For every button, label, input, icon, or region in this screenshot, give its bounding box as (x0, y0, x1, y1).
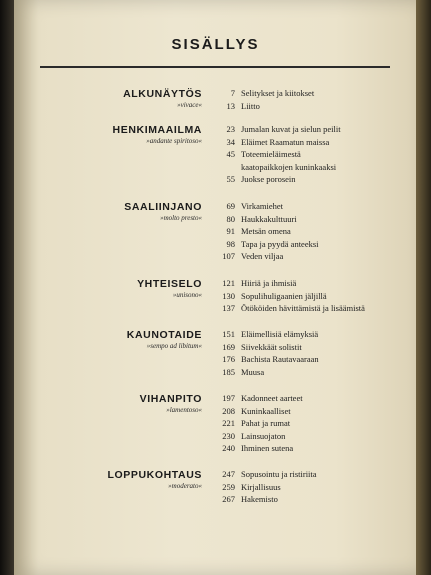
entry-page-number: 45 (226, 149, 235, 160)
entry-title: Veden viljaa (241, 251, 284, 262)
toc-entry[interactable] (0, 174, 431, 187)
entry-title: Sopulihuligaanien jäljillä (241, 290, 327, 301)
toc-entry[interactable] (0, 367, 431, 380)
toc-entry[interactable] (0, 291, 431, 304)
toc-entry[interactable] (0, 393, 431, 406)
toc-entry[interactable] (0, 278, 431, 291)
entry-title: Pahat ja rumat (241, 418, 291, 429)
toc-entry[interactable] (0, 201, 431, 214)
toc-entry[interactable] (0, 342, 431, 355)
entry-title: Metsän omena (241, 226, 291, 237)
entry-page-number: 69 (226, 201, 235, 211)
entry-page-number: 185 (222, 366, 235, 377)
toc-entry[interactable] (0, 251, 431, 264)
toc-entry[interactable] (0, 418, 431, 431)
entry-page-number: 91 (226, 226, 235, 237)
entry-title: Sopusointu ja ristiriita (241, 469, 317, 479)
entry-page-number: 197 (222, 393, 235, 403)
entry-page-number: 34 (226, 136, 235, 147)
entry-title: Selitykset ja kiitokset (241, 88, 315, 98)
page-title: SISÄLLYS (171, 36, 260, 53)
entry-title: Haukkakulttuuri (241, 213, 297, 224)
section-title: KAUNOTAIDE (126, 329, 202, 341)
section-tempo: »moderato« (168, 482, 202, 490)
section-tempo: »andante spiritoso« (146, 137, 202, 145)
entry-title: Eläimet Raamatun maissa (241, 136, 330, 147)
entry-title: Bachista Rautavaaraan (241, 354, 319, 365)
entry-page-number: 23 (226, 124, 235, 134)
entry-page-number: 7 (230, 88, 235, 98)
toc-entry[interactable] (0, 101, 431, 114)
toc-entry[interactable] (0, 482, 431, 495)
toc-entry[interactable] (0, 214, 431, 227)
entry-title: Tapa ja pyydä anteeksi (241, 238, 319, 249)
entry-title: kaatopaikkojen kuninkaaksi (241, 161, 337, 172)
section-title: VIHANPITO (139, 393, 202, 405)
section-title: YHTEISELO (137, 278, 202, 290)
entry-page-number: 98 (226, 238, 235, 249)
toc-entry[interactable] (0, 162, 431, 175)
section-tempo: »sempo ad libitum« (146, 342, 202, 350)
entry-page-number: 137 (222, 303, 235, 314)
section-title: LOPPUKOHTAUS (107, 469, 202, 481)
toc-entry[interactable] (0, 226, 431, 239)
toc-entry[interactable] (0, 329, 431, 342)
entry-title: Ötököiden hävittämistä ja lisäämistä (241, 303, 365, 314)
entry-page-number: 247 (222, 469, 235, 479)
section-tempo: »unisono« (172, 291, 202, 299)
section-tempo: »molto presto« (160, 214, 202, 222)
entry-title: Kirjallisuus (241, 481, 281, 492)
entry-page-number: 221 (222, 418, 235, 429)
toc-entry[interactable] (0, 303, 431, 316)
entry-title: Kuninkaalliset (241, 405, 291, 416)
entry-page-number: 230 (222, 430, 235, 441)
entry-page-number: 107 (222, 251, 235, 262)
entry-page-number: 80 (226, 213, 235, 224)
entry-page-number: 240 (222, 443, 235, 454)
entry-page-number: 176 (222, 354, 235, 365)
entry-title: Eläimellisiä elämyksiä (241, 329, 319, 339)
toc-entry[interactable] (0, 494, 431, 507)
entry-page-number: 169 (222, 341, 235, 352)
toc-entry[interactable] (0, 149, 431, 162)
entry-title: Juokse porosein (241, 174, 296, 185)
section-title: SAALIINJANO (124, 201, 202, 213)
section-tempo: »vivace« (177, 101, 202, 109)
title-rule (40, 66, 390, 68)
entry-page-number: 55 (226, 174, 235, 185)
toc-entry[interactable] (0, 406, 431, 419)
toc-entry[interactable] (0, 443, 431, 456)
entry-title: Toteemieläimestä (241, 149, 301, 160)
entry-title: Muusa (241, 366, 265, 377)
entry-page-number: 151 (222, 329, 235, 339)
section-tempo: »lamentoso« (166, 406, 202, 414)
entry-title: Kadonneet aarteet (241, 393, 303, 403)
entry-page-number: 130 (222, 290, 235, 301)
entry-title: Ihminen sutena (241, 443, 294, 454)
entry-title: Lainsuojaton (241, 430, 286, 441)
entry-title: Jumalan kuvat ja sielun peilit (241, 124, 341, 134)
toc-entry[interactable] (0, 431, 431, 444)
entry-title: Siivekkäät solistit (241, 341, 302, 352)
entry-page-number: 259 (222, 481, 235, 492)
toc-entry[interactable] (0, 137, 431, 150)
toc-entry[interactable] (0, 239, 431, 252)
entry-page-number: 121 (222, 278, 235, 288)
toc-entry[interactable] (0, 124, 431, 137)
entry-title: Virkamiehet (241, 201, 283, 211)
toc-entry[interactable] (0, 354, 431, 367)
toc-entry[interactable] (0, 88, 431, 101)
section-title: HENKIMAAILMA (112, 124, 202, 136)
entry-page-number: 13 (226, 100, 235, 111)
entry-title: Hakemisto (241, 494, 278, 505)
entry-page-number: 208 (222, 405, 235, 416)
entry-page-number: 267 (222, 494, 235, 505)
entry-title: Hiiriä ja ihmisiä (241, 278, 297, 288)
entry-title: Liitto (241, 100, 260, 111)
toc-entry[interactable] (0, 469, 431, 482)
section-title: ALKUNÄYTÖS (123, 88, 202, 100)
